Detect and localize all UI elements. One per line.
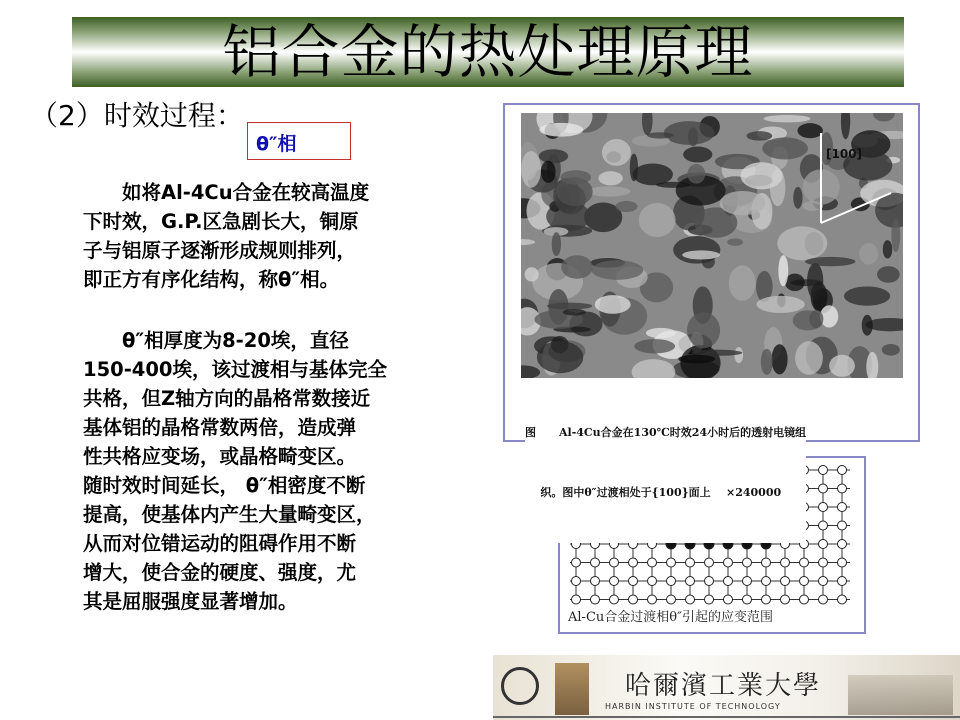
al-atom	[819, 540, 828, 549]
caption-line: 图 Al-4Cu合金在130℃时效24小时后的透射电镜组	[525, 426, 807, 439]
micrograph-feature	[797, 123, 822, 138]
micrograph-feature	[829, 355, 855, 377]
al-atom	[762, 558, 771, 567]
slide-title: 铝合金的热处理原理	[222, 18, 754, 86]
text-line: 如将Al-4Cu合金在较高温度	[83, 181, 370, 204]
micrograph-feature	[805, 257, 855, 266]
micrograph-feature	[720, 191, 766, 215]
micrograph-feature	[683, 147, 712, 163]
title-bar	[72, 17, 904, 87]
university-name-cn: 哈爾濱工業大學	[625, 671, 822, 701]
theta-phase-label-box	[247, 122, 351, 160]
al-atom	[819, 503, 828, 512]
al-atom	[781, 577, 790, 586]
micrograph-feature	[761, 349, 773, 375]
micrograph-feature	[537, 341, 583, 373]
al-atom	[838, 577, 847, 586]
axis-label: [100]	[826, 147, 863, 161]
al-atom	[800, 595, 809, 604]
text-line: 子与铝原子逐渐形成规则排列，	[83, 239, 357, 262]
micrograph-feature	[757, 296, 805, 313]
micrograph-feature	[598, 171, 622, 185]
micrograph-feature	[883, 240, 893, 258]
micrograph-feature	[592, 260, 644, 280]
caption-line: 织。图中θ″过渡相处于{100}面上 ×240000	[525, 486, 782, 499]
micrograph-feature	[615, 201, 637, 212]
micrograph-feature	[682, 250, 720, 259]
micrograph-feature	[525, 267, 539, 281]
section-heading: （2）时效过程：	[30, 99, 244, 132]
al-atom	[781, 595, 790, 604]
al-atom	[838, 595, 847, 604]
micrograph-feature	[639, 203, 676, 237]
al-atom	[724, 558, 733, 567]
al-atom	[838, 484, 847, 493]
text-line: 提高，使基体内产生大量畸变区，	[83, 503, 376, 526]
al-atom	[819, 558, 828, 567]
text-line: 性共格应变场，或晶格畸变区。	[83, 445, 357, 468]
micrograph-feature	[664, 121, 715, 145]
al-atom	[591, 558, 600, 567]
al-atom	[781, 558, 790, 567]
university-banner	[493, 655, 960, 720]
micrograph-feature	[521, 151, 541, 188]
al-atom	[686, 558, 695, 567]
micrograph-feature	[687, 312, 720, 348]
al-atom	[819, 484, 828, 493]
tem-micrograph-figure	[503, 103, 920, 499]
micrograph-feature	[777, 226, 827, 260]
micrograph-feature	[634, 339, 675, 353]
micrograph-feature	[741, 162, 783, 189]
micrograph-feature	[595, 295, 631, 314]
al-atom	[610, 577, 619, 586]
text-line: 随时效时间延长， θ″相密度不断	[83, 474, 366, 497]
paragraph-1	[83, 178, 463, 294]
micrograph-feature	[844, 286, 890, 305]
al-atom	[705, 577, 714, 586]
university-name-en: HARBIN INSTITUTE OF TECHNOLOGY	[605, 702, 781, 711]
al-atom	[819, 577, 828, 586]
al-atom	[800, 558, 809, 567]
al-atom	[743, 595, 752, 604]
micrograph-feature	[602, 139, 631, 166]
micrograph-feature	[673, 236, 720, 264]
al-atom	[572, 595, 581, 604]
al-atom	[572, 558, 581, 567]
al-atom	[591, 595, 600, 604]
text-line: 下时效，G.P.区急剧长大，铜原	[83, 210, 359, 233]
micrograph-feature	[647, 132, 673, 138]
micrograph-feature	[877, 266, 900, 283]
al-atom	[629, 595, 638, 604]
al-atom	[838, 521, 847, 530]
micrograph-feature	[630, 154, 638, 182]
al-atom	[686, 595, 695, 604]
al-atom	[724, 595, 733, 604]
al-atom	[629, 577, 638, 586]
micrograph-feature	[729, 265, 756, 300]
micrograph-feature	[807, 263, 823, 300]
micrograph-feature	[727, 238, 743, 246]
tower-image	[555, 663, 589, 715]
text-line: 即正方有序化结构，称θ″相。	[83, 268, 340, 291]
al-atom	[819, 595, 828, 604]
divider	[493, 716, 960, 718]
building-image	[848, 675, 953, 715]
micrograph-feature	[859, 243, 878, 264]
micrograph-feature	[809, 310, 823, 328]
text-line: 基体铝的晶格常数两倍，造成弹	[83, 416, 357, 439]
text-line: 增大，使合金的硬度、强度，尤	[83, 561, 357, 584]
text-line: 150-400埃，该过渡相与基体完全	[83, 358, 388, 381]
al-atom	[648, 558, 657, 567]
al-atom	[838, 540, 847, 549]
micrograph-feature	[539, 123, 583, 137]
al-atom	[648, 577, 657, 586]
al-atom	[572, 577, 581, 586]
al-atom	[667, 577, 676, 586]
micrograph-feature	[762, 137, 808, 159]
tem-micrograph-image	[521, 113, 903, 378]
micrograph-feature	[746, 131, 772, 140]
al-atom	[629, 558, 638, 567]
al-atom	[838, 503, 847, 512]
micrograph-feature	[678, 355, 715, 363]
al-atom	[762, 577, 771, 586]
micrograph-feature	[561, 255, 593, 279]
micrograph-feature	[795, 341, 823, 375]
text-line: θ″相厚度为8-20埃，直径	[83, 329, 349, 352]
al-atom	[743, 558, 752, 567]
al-atom	[838, 558, 847, 567]
al-atom	[743, 577, 752, 586]
al-atom	[800, 577, 809, 586]
micrograph-feature	[541, 161, 556, 183]
micrograph-feature	[588, 186, 631, 196]
micrograph-feature	[772, 344, 788, 374]
micrograph-feature	[882, 344, 900, 356]
micrograph-feature	[778, 255, 788, 286]
al-atom	[838, 466, 847, 475]
micrograph-feature	[687, 164, 705, 184]
text-line: 其是屈服强度显著增加。	[83, 590, 298, 613]
micrograph-feature	[891, 219, 900, 252]
micrograph-feature	[560, 170, 591, 184]
micrograph-feature	[764, 115, 811, 123]
al-atom	[591, 577, 600, 586]
al-atom	[667, 595, 676, 604]
micrograph-feature	[793, 187, 802, 209]
theta-phase-label: θ″相	[256, 133, 297, 155]
text-line: 从而对位错运动的阻碍作用不断	[83, 532, 357, 555]
al-atom	[610, 595, 619, 604]
al-atom	[705, 595, 714, 604]
al-atom	[705, 558, 714, 567]
al-atom	[762, 595, 771, 604]
micrograph-feature	[563, 309, 586, 316]
al-atom	[819, 466, 828, 475]
micrograph-feature	[552, 232, 561, 256]
micrograph-feature	[646, 328, 676, 338]
micrograph-feature	[862, 315, 873, 336]
al-atom	[648, 595, 657, 604]
paragraph-2	[83, 326, 463, 616]
university-emblem-icon	[501, 667, 539, 705]
al-atom	[819, 521, 828, 530]
al-atom	[667, 558, 676, 567]
al-atom	[686, 577, 695, 586]
figure2-caption: Al-Cu合金过渡相θ″引起的应变范围	[568, 610, 773, 625]
al-atom	[610, 558, 619, 567]
figure1-caption	[525, 383, 806, 543]
micrograph-feature	[785, 274, 805, 292]
al-atom	[724, 577, 733, 586]
text-line: 共格，但Z轴方向的晶格常数接近	[83, 387, 371, 410]
micrograph-feature	[734, 347, 743, 363]
